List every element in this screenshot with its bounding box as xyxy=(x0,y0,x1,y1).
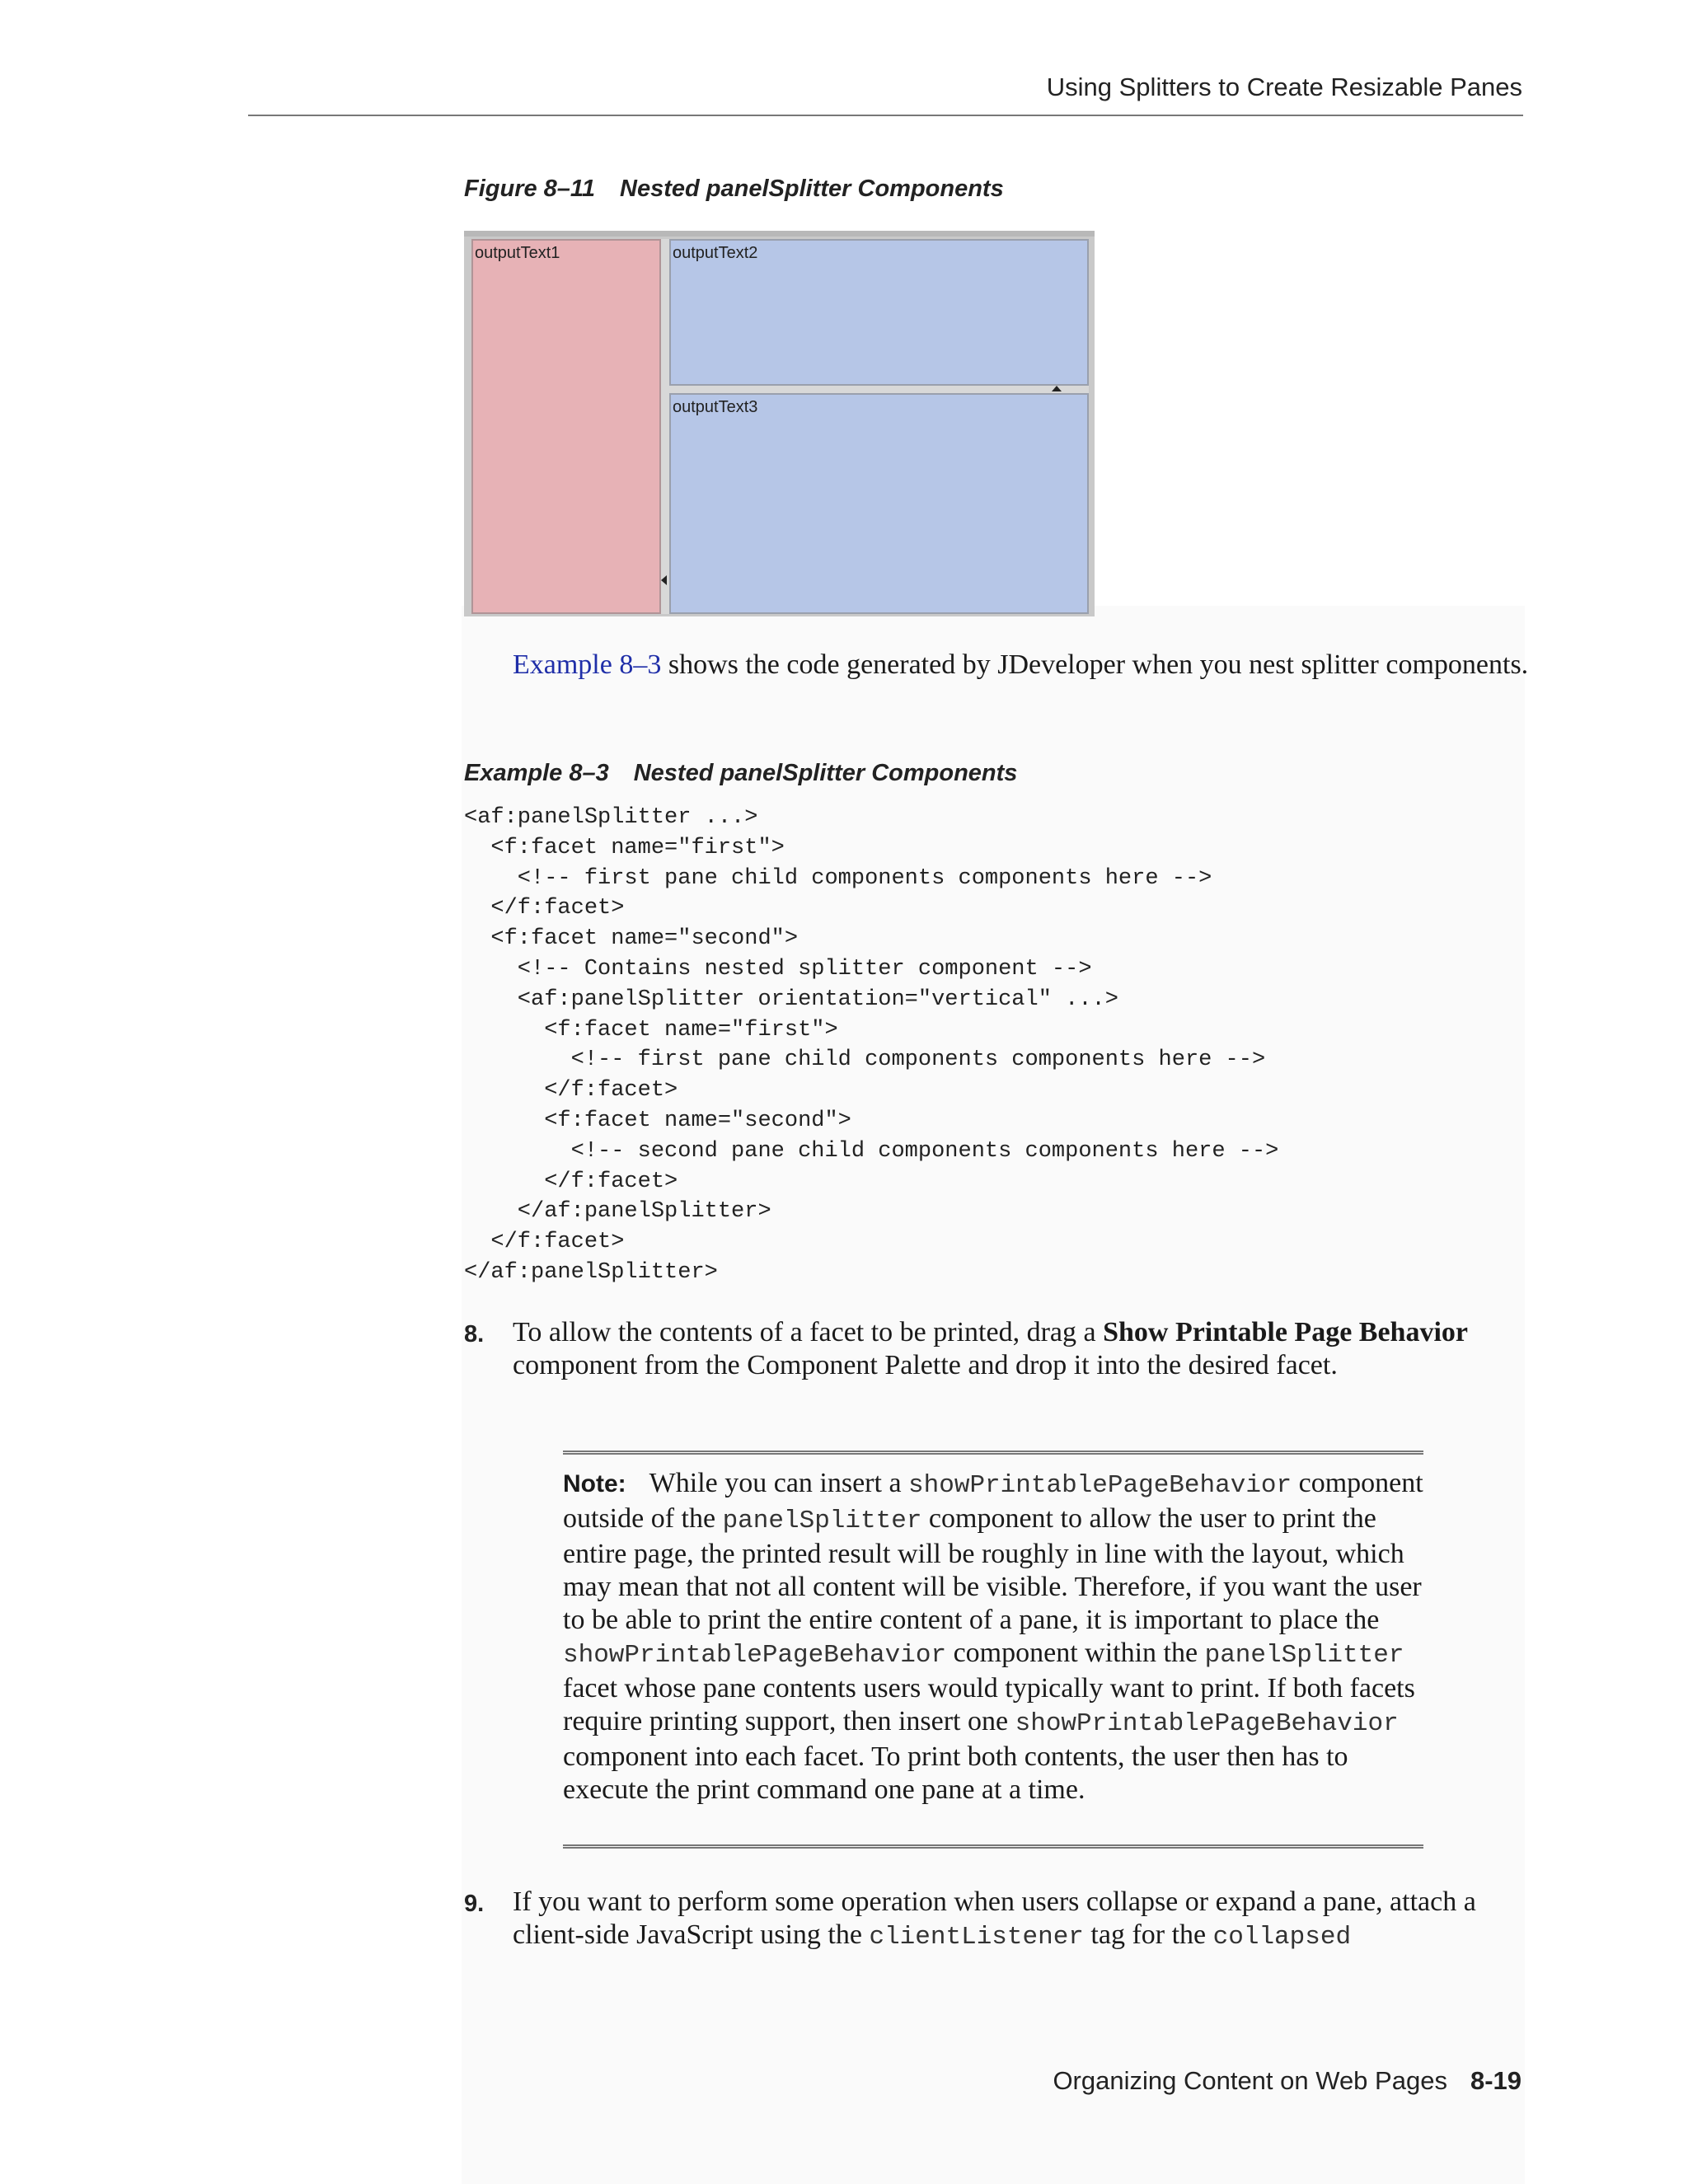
pane-label: outputText3 xyxy=(673,398,758,416)
page-number: 8-19 xyxy=(1470,2066,1522,2095)
step-number: 8. xyxy=(464,1321,485,1347)
pane-output-text-2 xyxy=(669,239,1089,386)
figure-top-bar xyxy=(464,231,1095,237)
code-term: panelSplitter xyxy=(1204,1641,1404,1670)
figure-caption xyxy=(464,176,1004,203)
running-header: Using Splitters to Create Resizable Panes xyxy=(1046,73,1522,101)
step-text: To allow the contents of a facet to be printed, drag a xyxy=(513,1317,1104,1347)
code-term: clientListener xyxy=(869,1923,1084,1952)
note-text: component outside of the xyxy=(563,1468,1423,1534)
note-top-rule xyxy=(563,1451,1423,1455)
note-text: component to allow the user to print the entire page, the printed result will be roughly in line with the layout, which may mean that not all content will be visible. Therefore, if you want the user to be able to print the entire content of a pane, it is important to place the xyxy=(563,1503,1422,1635)
figure-title: Nested panelSplitter Components xyxy=(620,176,1004,202)
example-caption xyxy=(464,760,1017,787)
step-8-text xyxy=(513,1316,1535,1382)
horizontal-splitter-bar[interactable] xyxy=(669,386,1089,393)
header-rule xyxy=(248,115,1523,116)
intro-paragraph xyxy=(513,649,1535,682)
code-term: collapsed xyxy=(1212,1923,1352,1952)
pane-label: outputText1 xyxy=(475,244,560,262)
example-title: Nested panelSplitter Components xyxy=(633,760,1018,786)
example-number: Example 8–3 xyxy=(464,760,609,786)
pane-output-text-1 xyxy=(471,239,661,614)
step-text: If you want to perform some operation when users collapse or expand a pane, attach a client-side JavaScript using the xyxy=(513,1886,1476,1950)
page-footer xyxy=(1053,2066,1522,2096)
note-text: component into each facet. To print both contents, the user then has to execute the print command one pane at a time. xyxy=(563,1741,1348,1805)
code-term: panelSplitter xyxy=(722,1507,922,1535)
footer-section: Organizing Content on Web Pages xyxy=(1053,2066,1447,2095)
note-bottom-rule xyxy=(563,1844,1423,1849)
intro-text: shows the code generated by JDeveloper when you nest splitter components. xyxy=(661,649,1529,680)
step-number: 9. xyxy=(464,1891,485,1917)
code-term: showPrintablePageBehavior xyxy=(1015,1709,1399,1738)
code-term: showPrintablePageBehavior xyxy=(908,1471,1292,1500)
note-text: While you can insert a xyxy=(649,1468,909,1498)
note-box xyxy=(563,1467,1423,1807)
step-text: tag for the xyxy=(1083,1919,1213,1950)
component-name: Show Printable Page Behavior xyxy=(1103,1317,1469,1347)
vertical-splitter-bar[interactable] xyxy=(661,239,669,614)
collapse-up-arrow-icon[interactable] xyxy=(1052,386,1062,391)
note-label: Note: xyxy=(563,1470,626,1497)
step-9-text xyxy=(513,1886,1543,1954)
note-text: facet whose pane contents users would typically want to print. If both facets require printing support, then insert one xyxy=(563,1673,1415,1736)
collapse-left-arrow-icon[interactable] xyxy=(661,575,667,585)
nested-splitter-figure xyxy=(464,231,1095,616)
note-text: component within the xyxy=(946,1638,1205,1668)
step-text: component from the Component Palette and drop it into the desired facet. xyxy=(513,1350,1338,1380)
figure-number: Figure 8–11 xyxy=(464,176,596,202)
code-block: <af:panelSplitter ...> <f:facet name="first"> <!-- first pane child components components here --> </f:facet> <f:facet name="second"> <!-- Contains nested splitter component --> <af:panelSplitter orientation="vertical" ...> <f:facet name="first"> <!-- first pane child components components here --> </f:facet> <f:facet name="second"> <!-- second pane child components components here --> </f:facet> </af:panelSplitter> </f:facet> </af:panelSplitter> xyxy=(464,805,1279,1285)
pane-output-text-3 xyxy=(669,393,1089,614)
pane-label: outputText2 xyxy=(673,244,758,262)
code-term: showPrintablePageBehavior xyxy=(563,1641,947,1670)
example-link[interactable]: Example 8–3 xyxy=(513,649,662,680)
